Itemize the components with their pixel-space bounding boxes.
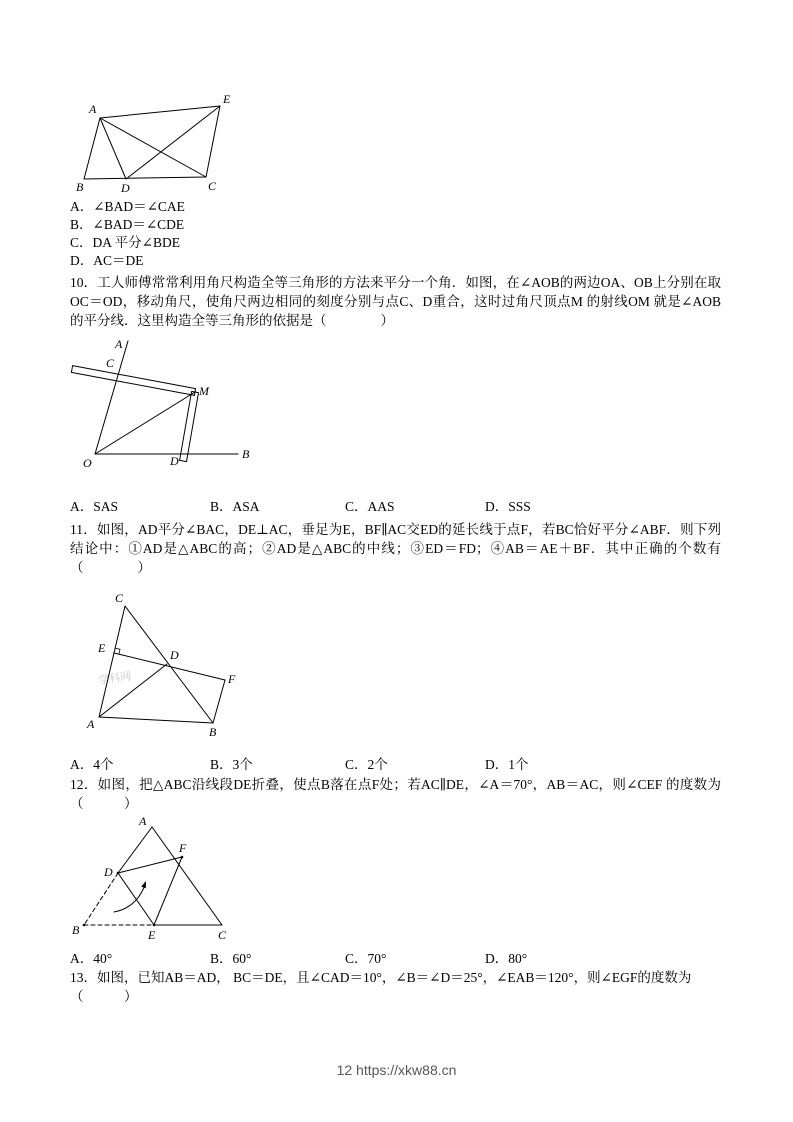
point-label-O: O bbox=[83, 456, 92, 470]
q10-options bbox=[70, 498, 721, 516]
point-label-A: A bbox=[87, 717, 95, 731]
carpenter-square-arm-lower bbox=[180, 391, 199, 461]
question-13-blank: （ ） bbox=[70, 989, 138, 1004]
q9-option-d: D．AC＝DE bbox=[70, 253, 144, 268]
fold-arrow-head bbox=[141, 881, 146, 888]
q12-options bbox=[70, 950, 721, 968]
q9-option-b: B．∠BAD＝∠CDE bbox=[70, 217, 185, 232]
point-label-M: M bbox=[199, 384, 209, 398]
q12-option-b: B．60° bbox=[210, 951, 252, 966]
q12-option-c: C．70° bbox=[345, 951, 387, 966]
watermark: 学科网 bbox=[97, 670, 133, 687]
point-label-C: C bbox=[115, 592, 124, 605]
point-label-D: D bbox=[170, 454, 179, 468]
q11-option-d: D．1个 bbox=[485, 757, 529, 772]
q11-option-b: B．3个 bbox=[210, 757, 253, 772]
q12-figure bbox=[72, 815, 242, 945]
point-label-C: C bbox=[106, 356, 115, 370]
point-label-D: D bbox=[170, 648, 179, 662]
q12-option-a: A．40° bbox=[70, 951, 113, 966]
point-label-C: C bbox=[208, 179, 217, 193]
point-label-D: D bbox=[104, 865, 113, 879]
q9-figure bbox=[70, 93, 270, 198]
q10-figure bbox=[70, 337, 255, 472]
q11-figure-labels bbox=[86, 592, 236, 739]
page-footer: 12 https://xkw88.cn bbox=[336, 1062, 457, 1078]
content-column bbox=[70, 0, 721, 1006]
point-label-A: A bbox=[89, 102, 97, 116]
point-label-B: B bbox=[242, 447, 250, 461]
q11-figure bbox=[85, 592, 245, 740]
point-label-E: E bbox=[223, 93, 231, 106]
point-label-B: B bbox=[76, 180, 84, 194]
point-label-D: D bbox=[121, 181, 130, 195]
point-label-C: C bbox=[218, 928, 227, 942]
q9-figure-edges bbox=[84, 106, 220, 179]
point-label-F: F bbox=[179, 841, 187, 855]
q9-figure-labels bbox=[76, 93, 231, 195]
q11-option-c: C．2个 bbox=[345, 757, 388, 772]
q10-option-c: C．AAS bbox=[345, 499, 395, 514]
q11-figure-edges bbox=[99, 606, 225, 723]
q11-option-a: A．4个 bbox=[70, 757, 114, 772]
point-label-F: F bbox=[228, 672, 236, 686]
q12-option-d: D．80° bbox=[485, 951, 528, 966]
carpenter-square-arm-upper bbox=[71, 366, 195, 396]
q10-figure-labels bbox=[83, 337, 250, 470]
question-10-text: 10．工人师傅常常利用角尺构造全等三角形的方法来平分一个角．如图，在∠AOB的两边OA、OB上分别在取OC＝OD，移动角尺，使角尺两边相同的刻度分别与点C、D重合，这时过角尺顶点M 的射线OM 就是∠AOB 的平分线．这里构造全等三角形的依据是（ ） bbox=[70, 275, 721, 328]
point-label-B: B bbox=[72, 923, 80, 937]
q9-option-c: C．DA 平分∠BDE bbox=[70, 235, 180, 250]
point-label-E: E bbox=[98, 641, 106, 655]
q10-option-d: D．SSS bbox=[485, 499, 531, 514]
point-label-B: B bbox=[209, 725, 217, 739]
q12-figure-labels bbox=[72, 815, 227, 942]
q11-options bbox=[70, 756, 721, 774]
q10-option-b: B．ASA bbox=[210, 499, 260, 514]
point-label-A: A bbox=[139, 815, 147, 828]
question-11-text: 11．如图，AD平分∠BAC，DE⊥AC，垂足为E，BF∥AC交ED的延长线于点F，若BC恰好平分∠ABF．则下列结论中：①AD是△ABC的高；②AD是△ABC的中线；③ED＝FD；④AB＝AE＋BF．其中正确的个数有（ ） bbox=[70, 522, 721, 575]
q10-figure-edges bbox=[71, 341, 238, 462]
question-12-text: 12．如图，把△ABC沿线段DE折叠，使点B落在点F处；若AC∥DE，∠A＝70°，AB＝AC，则∠CEF 的度数为（ ） bbox=[70, 777, 721, 811]
question-13-text: 13．如图，已知AB＝AD， BC＝DE，且∠CAD＝10°，∠B＝∠D＝25°，∠EAB＝120°，则∠EGF的度数为 bbox=[70, 970, 692, 985]
point-label-E: E bbox=[148, 928, 156, 942]
q9-option-a: A．∠BAD＝∠CAE bbox=[70, 199, 185, 214]
point-label-A: A bbox=[115, 337, 123, 351]
q10-option-a: A．SAS bbox=[70, 499, 119, 514]
